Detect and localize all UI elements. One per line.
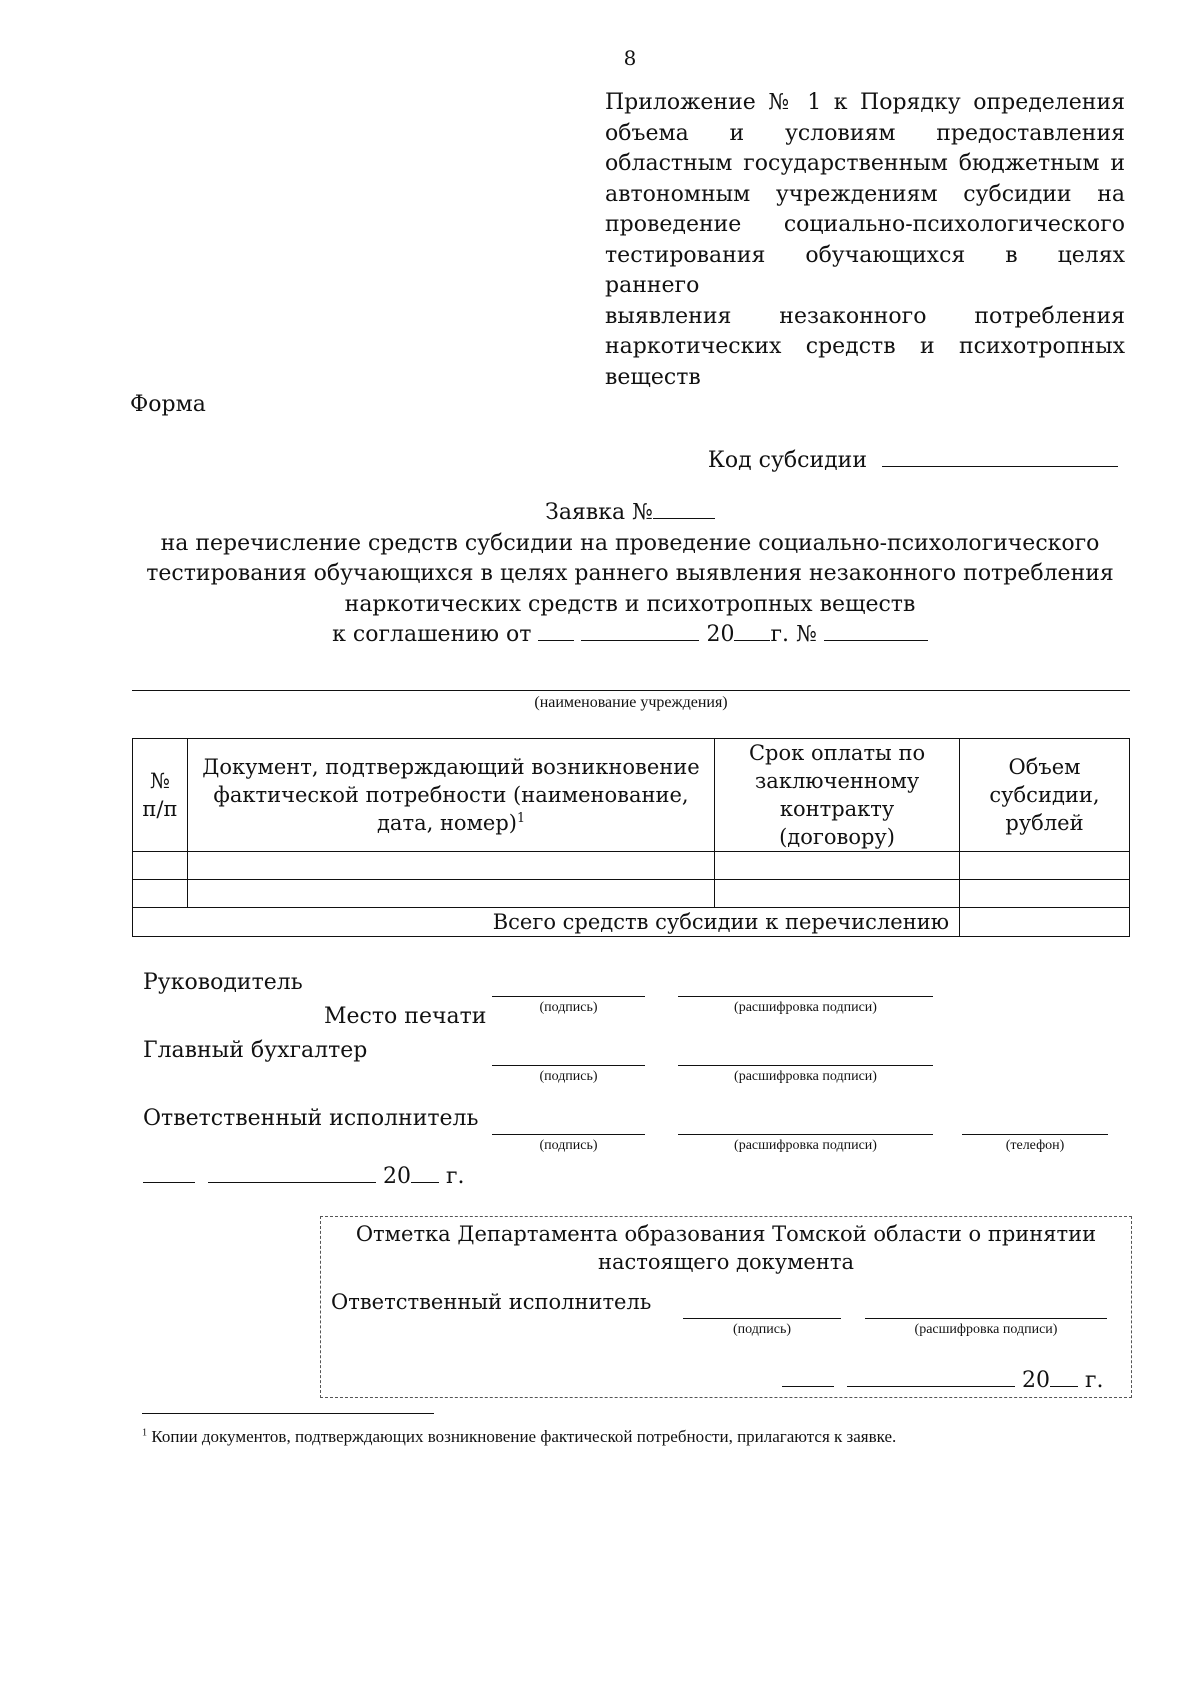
department-box-title-line2: настоящего документа: [597, 1250, 854, 1274]
footnote-mark: 1: [142, 1427, 148, 1439]
department-box-title-line1: Отметка Департамента образования Томской области о принятии: [355, 1222, 1097, 1246]
accountant-decode-line[interactable]: [678, 1065, 933, 1066]
table-row: [133, 852, 1130, 880]
agreement-number-field[interactable]: [824, 620, 928, 641]
subsidy-code-label: Код субсидии: [707, 448, 867, 473]
responsible-decode-line[interactable]: [678, 1134, 933, 1135]
title-line2: на перечисление средств субсидии на проведение социально-психологического: [160, 530, 1100, 556]
agreement-year-prefix: 20: [706, 622, 735, 647]
col-amount-header: Объем субсидии, рублей: [959, 739, 1129, 852]
table-cell[interactable]: [187, 880, 714, 908]
table-cell[interactable]: [133, 852, 188, 880]
responsible-label: Ответственный исполнитель: [143, 1106, 479, 1131]
department-responsible-label: Ответственный исполнитель: [331, 1290, 652, 1314]
department-decode-caption: (расшифровка подписи): [914, 1322, 1058, 1337]
head-label: Руководитель: [143, 970, 303, 995]
organization-caption: (наименование учреждения): [534, 694, 728, 711]
table-cell[interactable]: [959, 880, 1129, 908]
sign-date: [143, 1162, 465, 1189]
title-line3: тестирования обучающихся в целях раннего выявления незаконного потребления: [146, 561, 1114, 586]
sign-day-field[interactable]: [143, 1162, 195, 1183]
table-total-row: [133, 908, 1130, 937]
organization-name-field[interactable]: [132, 690, 1130, 691]
head-decode-caption: (расшифровка подписи): [734, 1000, 877, 1015]
application-number-field[interactable]: [653, 498, 715, 519]
department-year-suffix: г.: [1085, 1368, 1104, 1393]
footnote-text: Копии документов, подтверждающих возникновение фактической потребности, прилагаются к заявке.: [151, 1427, 897, 1446]
department-decode-line[interactable]: [865, 1318, 1107, 1319]
page-number: 8: [623, 46, 637, 70]
department-date: [782, 1366, 1104, 1393]
appendix-line: Приложение № 1 к Порядку определения: [605, 90, 1125, 115]
department-year-field[interactable]: [1050, 1366, 1078, 1387]
agreement-number-prefix: г. №: [770, 622, 817, 647]
department-box-title: [320, 1220, 1132, 1276]
appendix-line: объема и условиям предоставления: [605, 120, 1125, 146]
title-line4: наркотических средств и психотропных веществ: [344, 591, 916, 617]
appendix-line: областным государственным бюджетным и: [605, 151, 1125, 176]
table-cell[interactable]: [133, 880, 188, 908]
col-payment-term-header: Срок оплаты по заключенному контракту (договору): [715, 739, 960, 852]
department-signature-caption: (подпись): [732, 1322, 792, 1337]
department-year-prefix: 20: [1022, 1368, 1050, 1393]
department-month-field[interactable]: [847, 1366, 1015, 1387]
total-amount-cell[interactable]: [959, 908, 1129, 937]
title-line1: Заявка №: [545, 500, 653, 525]
head-signature-line[interactable]: [492, 996, 645, 997]
department-signature-line[interactable]: [683, 1318, 841, 1319]
appendix-line: автономным учреждениям субсидии на: [605, 181, 1125, 207]
col-document-header: [187, 739, 714, 852]
appendix-line: проведение социально-психологического: [605, 212, 1125, 237]
sign-year-prefix: 20: [383, 1164, 411, 1189]
subsidy-table: [132, 738, 1130, 937]
agreement-day-field[interactable]: [538, 620, 574, 641]
appendix-heading: [605, 88, 1125, 393]
appendix-line: веществ: [605, 364, 701, 390]
agreement-year-field[interactable]: [734, 620, 770, 641]
agreement-prefix: к соглашению от: [332, 622, 532, 647]
table-header-row: [133, 739, 1130, 852]
col-number-header: № п/п: [133, 739, 188, 852]
subsidy-code-field[interactable]: [882, 446, 1118, 467]
table-cell[interactable]: [715, 852, 960, 880]
sign-year-field[interactable]: [411, 1162, 439, 1183]
subsidy-code: [708, 446, 1118, 473]
appendix-line: наркотических средств и психотропных: [605, 334, 1125, 359]
responsible-signature-line[interactable]: [492, 1134, 645, 1135]
accountant-decode-caption: (расшифровка подписи): [734, 1069, 877, 1084]
table-cell[interactable]: [187, 852, 714, 880]
application-title: [130, 498, 1130, 651]
chief-accountant-label: Главный бухгалтер: [143, 1038, 368, 1063]
total-label: Всего средств субсидии к перечислению: [133, 908, 960, 937]
footnote-divider: [142, 1413, 434, 1414]
form-label: Форма: [130, 392, 206, 417]
responsible-signature-caption: (подпись): [539, 1138, 598, 1153]
col-document-header-text: Документ, подтверждающий возникновение фактической потребности (наименование, дата, номер): [202, 755, 700, 835]
department-day-field[interactable]: [782, 1366, 834, 1387]
appendix-line: выявления незаконного потребления: [605, 303, 1125, 329]
sign-month-field[interactable]: [208, 1162, 376, 1183]
head-signature-caption: (подпись): [539, 1000, 598, 1015]
responsible-phone-caption: (телефон): [1005, 1138, 1065, 1153]
table-row: [133, 880, 1130, 908]
accountant-signature-line[interactable]: [492, 1065, 645, 1066]
sign-year-suffix: г.: [446, 1164, 465, 1189]
stamp-label: Место печати: [324, 1004, 487, 1029]
responsible-phone-line[interactable]: [962, 1134, 1108, 1135]
responsible-decode-caption: (расшифровка подписи): [734, 1138, 877, 1153]
footnote: [142, 1427, 896, 1447]
table-cell[interactable]: [959, 852, 1129, 880]
footnote-ref: 1: [516, 810, 525, 825]
head-decode-line[interactable]: [678, 996, 933, 997]
accountant-signature-caption: (подпись): [539, 1069, 598, 1084]
appendix-line: тестирования обучающихся в целях раннего: [605, 242, 1125, 298]
table-cell[interactable]: [715, 880, 960, 908]
agreement-month-field[interactable]: [581, 620, 699, 641]
